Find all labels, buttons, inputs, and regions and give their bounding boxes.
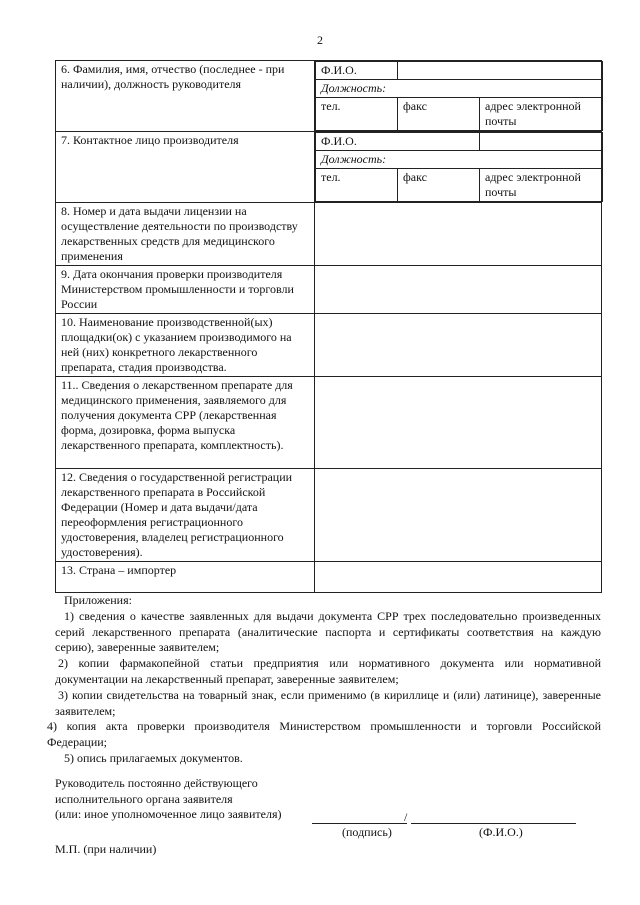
row-7-value — [315, 132, 602, 203]
row-7-fio-field[interactable] — [480, 133, 603, 151]
row-13-value[interactable] — [315, 562, 602, 593]
row-6-fax-label: факс — [398, 98, 480, 131]
name-field[interactable] — [411, 823, 576, 824]
signatory-line-3: (или: иное уполномоченное лицо заявителя) — [55, 807, 282, 821]
row-7-position-label: Должность: — [316, 151, 603, 169]
row-6-label: 6. Фамилия, имя, отчество (последнее - при наличии), должность руководителя — [56, 61, 315, 132]
row-7-phone-label: тел. — [316, 169, 398, 202]
row-13 — [56, 562, 602, 593]
row-7-fio-label: Ф.И.О. — [316, 133, 480, 151]
row-9-label: 9. Дата окончания проверки производителя Министерством промышленности и торговли России — [56, 266, 315, 314]
page-number: 2 — [317, 33, 323, 47]
row-6-position-label: Должность: — [316, 80, 603, 98]
row-12 — [56, 469, 602, 562]
signature-block — [55, 776, 615, 823]
row-10-label: 10. Наименование производственной(ых) площадки(ок) с указанием производимого на ней (них) конкретного лекарственного препарата, стадия производства. — [56, 314, 315, 377]
row-12-label: 12. Сведения о государственной регистрации лекарственного препарата в Российской Федерации (Номер и дата выдачи/дата переоформления регистрационного удостоверения, владелец регистрационного удостоверения). — [56, 469, 315, 562]
row-6-phone-label: тел. — [316, 98, 398, 131]
attachment-item-1: 1) сведения о качестве заявленных для выдачи документа СРР трех последовательно произведенных серий лекарственного препарата (аналитические паспорта и сертификаты соответствия на каждую серию), заверенные заявителем; — [55, 608, 601, 655]
row-11 — [56, 377, 602, 469]
row-9 — [56, 266, 602, 314]
signature-separator: / — [404, 810, 408, 824]
attachments-section — [47, 593, 601, 767]
signatory-line-2: исполнительного органа заявителя — [55, 791, 233, 806]
signature-caption: (подпись) — [342, 825, 392, 839]
attachment-item-5: 5) опись прилагаемых документов. — [64, 750, 243, 765]
row-7-email-label: адрес электронной почты — [480, 169, 603, 202]
row-10 — [56, 314, 602, 377]
signatory-line-1: Руководитель постоянно действующего — [55, 776, 258, 790]
row-8 — [56, 203, 602, 266]
signature-field[interactable] — [312, 823, 407, 824]
row-11-label: 11.. Сведения о лекарственном препарате для медицинского применения, заявляемого для получения документа СРР (лекарственная форма, дозировка, форма выпуска лекарственного препарата, комплектность). — [56, 377, 315, 469]
row-6-email-label: адрес электронной почты — [480, 98, 603, 131]
row-13-label: 13. Страна – импортер — [56, 562, 315, 593]
row-7-fax-label: факс — [398, 169, 480, 202]
row-6-fio-label: Ф.И.О. — [316, 62, 398, 80]
row-6-value — [315, 61, 602, 132]
row-7 — [56, 132, 602, 203]
application-form-table — [55, 60, 602, 593]
row-12-value[interactable] — [315, 469, 602, 562]
row-7-label: 7. Контактное лицо производителя — [56, 132, 315, 203]
row-9-value[interactable] — [315, 266, 602, 314]
row-8-label: 8. Номер и дата выдачи лицензии на осуществление деятельности по производству лекарственных средств для медицинского применения — [56, 203, 315, 266]
attachments-heading: Приложения: — [64, 593, 132, 607]
stamp-label: М.П. (при наличии) — [55, 842, 157, 856]
attachment-item-4: 4) копия акта проверки производителя Министерством промышленности и торговли Российской Федерации; — [47, 719, 601, 750]
row-10-value[interactable] — [315, 314, 602, 377]
attachment-item-3: 3) копии свидетельства на товарный знак, если применимо (в кириллице и (или) латинице), заверенные заявителем; — [55, 687, 601, 718]
row-6-fio-field[interactable] — [398, 62, 603, 80]
name-caption: (Ф.И.О.) — [479, 825, 523, 839]
row-8-value[interactable] — [315, 203, 602, 266]
row-11-value[interactable] — [315, 377, 602, 469]
row-6 — [56, 61, 602, 132]
attachment-item-2: 2) копии фармакопейной статьи предприятия или нормативного документа или нормативной документации на лекарственный препарат, заверенные заявителем; — [55, 656, 601, 686]
